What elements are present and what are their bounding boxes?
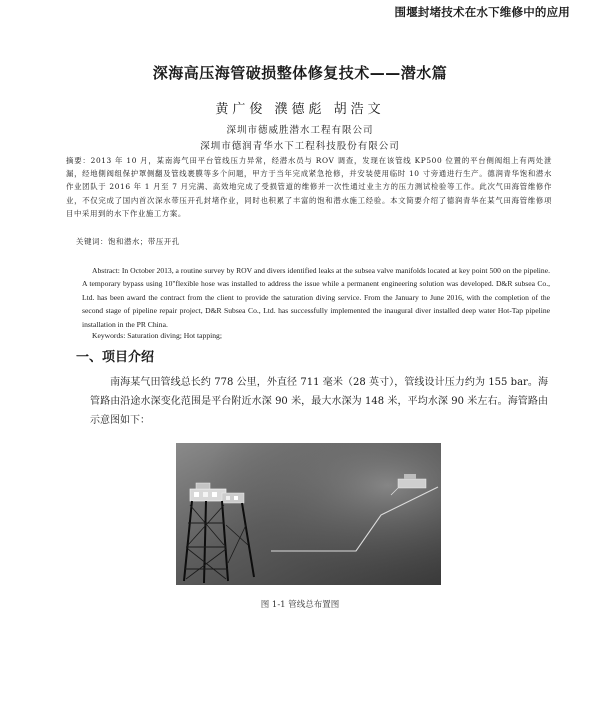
body-paragraph [90, 373, 548, 430]
abstract-cn-text: 2013 年 10 月，某南海气田平台管线压力异常，经潜水员与 ROV 调查，发现在该管线 KP500 位置的平台侧阀组上有两处泄漏，经地側阀组保护罩侧翻及管线裹膜等多个问题，甲方于当年完成紧急抢修，并安装使用临时 10 寸旁通进行生产。德润青华饱和潜水作业团队于 2016 年 1 月至 7 月完满、高效地完成了受损管道的维修并一次性通过业主方的压力测试检验等工作。此次气田海管维修作业，不仅完成了国内首次深水带压开孔封堵作业，同时也积累了丰富的饱和潜水施工经验。本文简要介绍了德润青华在某气田海管维修项目中采用到的水下作业施工方案。 [66, 156, 552, 218]
abstract-cn-label: 摘要： [66, 156, 91, 165]
keywords-cn-label: 关键词： [76, 237, 108, 246]
authors: 黄广俊 濮德彪 胡浩文 [215, 102, 385, 117]
figure-caption: 图 1-1 管线总布置图 [260, 600, 340, 610]
affiliation-2: 深圳市德润青华水下工程科技股份有限公司 [200, 141, 400, 152]
abstract-english [82, 264, 550, 331]
pipeline-layout-figure [176, 443, 441, 585]
affiliation-1: 深圳市德威胜潜水工程有限公司 [226, 125, 374, 136]
keywords-chinese [76, 236, 180, 247]
abstract-chinese [66, 154, 552, 220]
section-heading: 一、项目介绍 [76, 350, 155, 365]
abstract-en-label: Abstract: [92, 266, 120, 275]
keywords-en-label: Keywords: [92, 331, 126, 340]
body-paragraph-text: 南海某气田管线总长约 778 公里，外直径 711 毫米（28 英寸），管线设计压力约为 155 bar。海管路由沿途水深变化范围是平台附近水深 90 米，最大水深为 148 米，平均水深 90 米左右。海管路由示意图如下： [90, 377, 548, 426]
keywords-english [92, 331, 222, 340]
keywords-cn-text: 饱和潜水；带压开孔 [107, 237, 180, 246]
abstract-en-text: In October 2013, a routine survey by ROV and divers identified leaks at the subsea valve manifolds located at key point 500 on the pipeline. A temporary bypass using 10"flexible hose was installed to address the issue while a permanent engineering solution was developed. D&R subsea Co., Ltd. has been award the contract from the client to provide the saturation diving service. From the January to June 2016, with the completion of the second stage of pipeline repair project, D&R Subsea Co., Ltd. has successfully implemented the inaugural diver installed deep water Hot-Tap pipeline installation in the PR China. [82, 266, 550, 329]
keywords-en-text: Saturation diving; Hot tapping; [127, 331, 222, 340]
pipeline-layout-image [176, 443, 441, 585]
running-header: 围堰封堵技术在水下维修中的应用 [394, 5, 570, 19]
paper-title: 深海高压海管破损整体修复技术——潜水篇 [152, 64, 448, 82]
